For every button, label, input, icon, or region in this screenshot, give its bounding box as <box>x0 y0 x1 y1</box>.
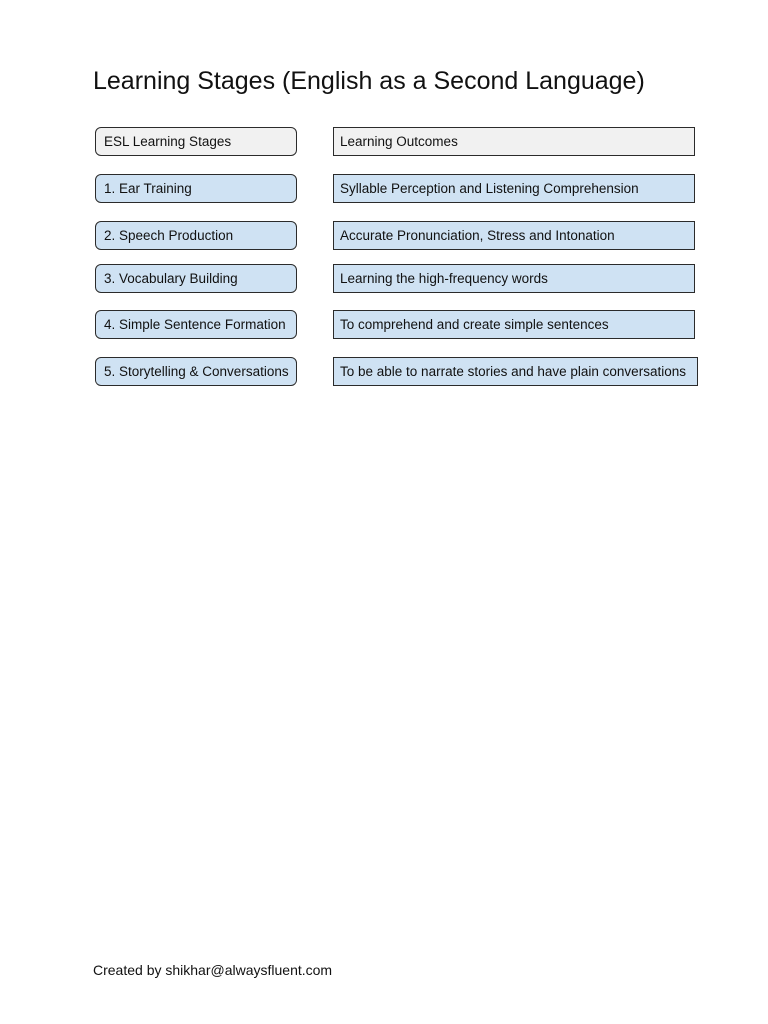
stage-box-5 <box>95 357 297 386</box>
outcome-box-3 <box>333 264 695 293</box>
stages-header-label: ESL Learning Stages <box>104 134 232 149</box>
outcome-box-2 <box>333 221 695 250</box>
outcome-box-5 <box>333 357 698 386</box>
stage-box-1 <box>95 174 297 203</box>
stage-label: 2. Speech Production <box>104 228 234 243</box>
stage-label: 1. Ear Training <box>104 181 192 196</box>
footer-credit: Created by shikhar@alwaysfluent.com <box>93 962 333 978</box>
stage-label: 3. Vocabulary Building <box>104 271 238 286</box>
stage-label: 4. Simple Sentence Formation <box>104 317 286 332</box>
outcome-box-4 <box>333 310 695 339</box>
outcomes-header-label: Learning Outcomes <box>340 134 458 149</box>
stage-label: 5. Storytelling & Conversations <box>104 364 289 379</box>
outcome-label: Syllable Perception and Listening Comprehension <box>340 181 639 196</box>
stage-box-3 <box>95 264 297 293</box>
outcome-label: Learning the high-frequency words <box>340 271 548 286</box>
stages-header-box <box>95 127 297 156</box>
page-title: Learning Stages (English as a Second Language) <box>93 67 645 95</box>
outcome-box-1 <box>333 174 695 203</box>
outcomes-header-box <box>333 127 695 156</box>
outcome-label: To comprehend and create simple sentences <box>340 317 609 332</box>
stage-box-4 <box>95 310 297 339</box>
outcome-label: Accurate Pronunciation, Stress and Intonation <box>340 228 615 243</box>
outcome-label: To be able to narrate stories and have plain conversations <box>340 364 686 379</box>
stage-box-2 <box>95 221 297 250</box>
